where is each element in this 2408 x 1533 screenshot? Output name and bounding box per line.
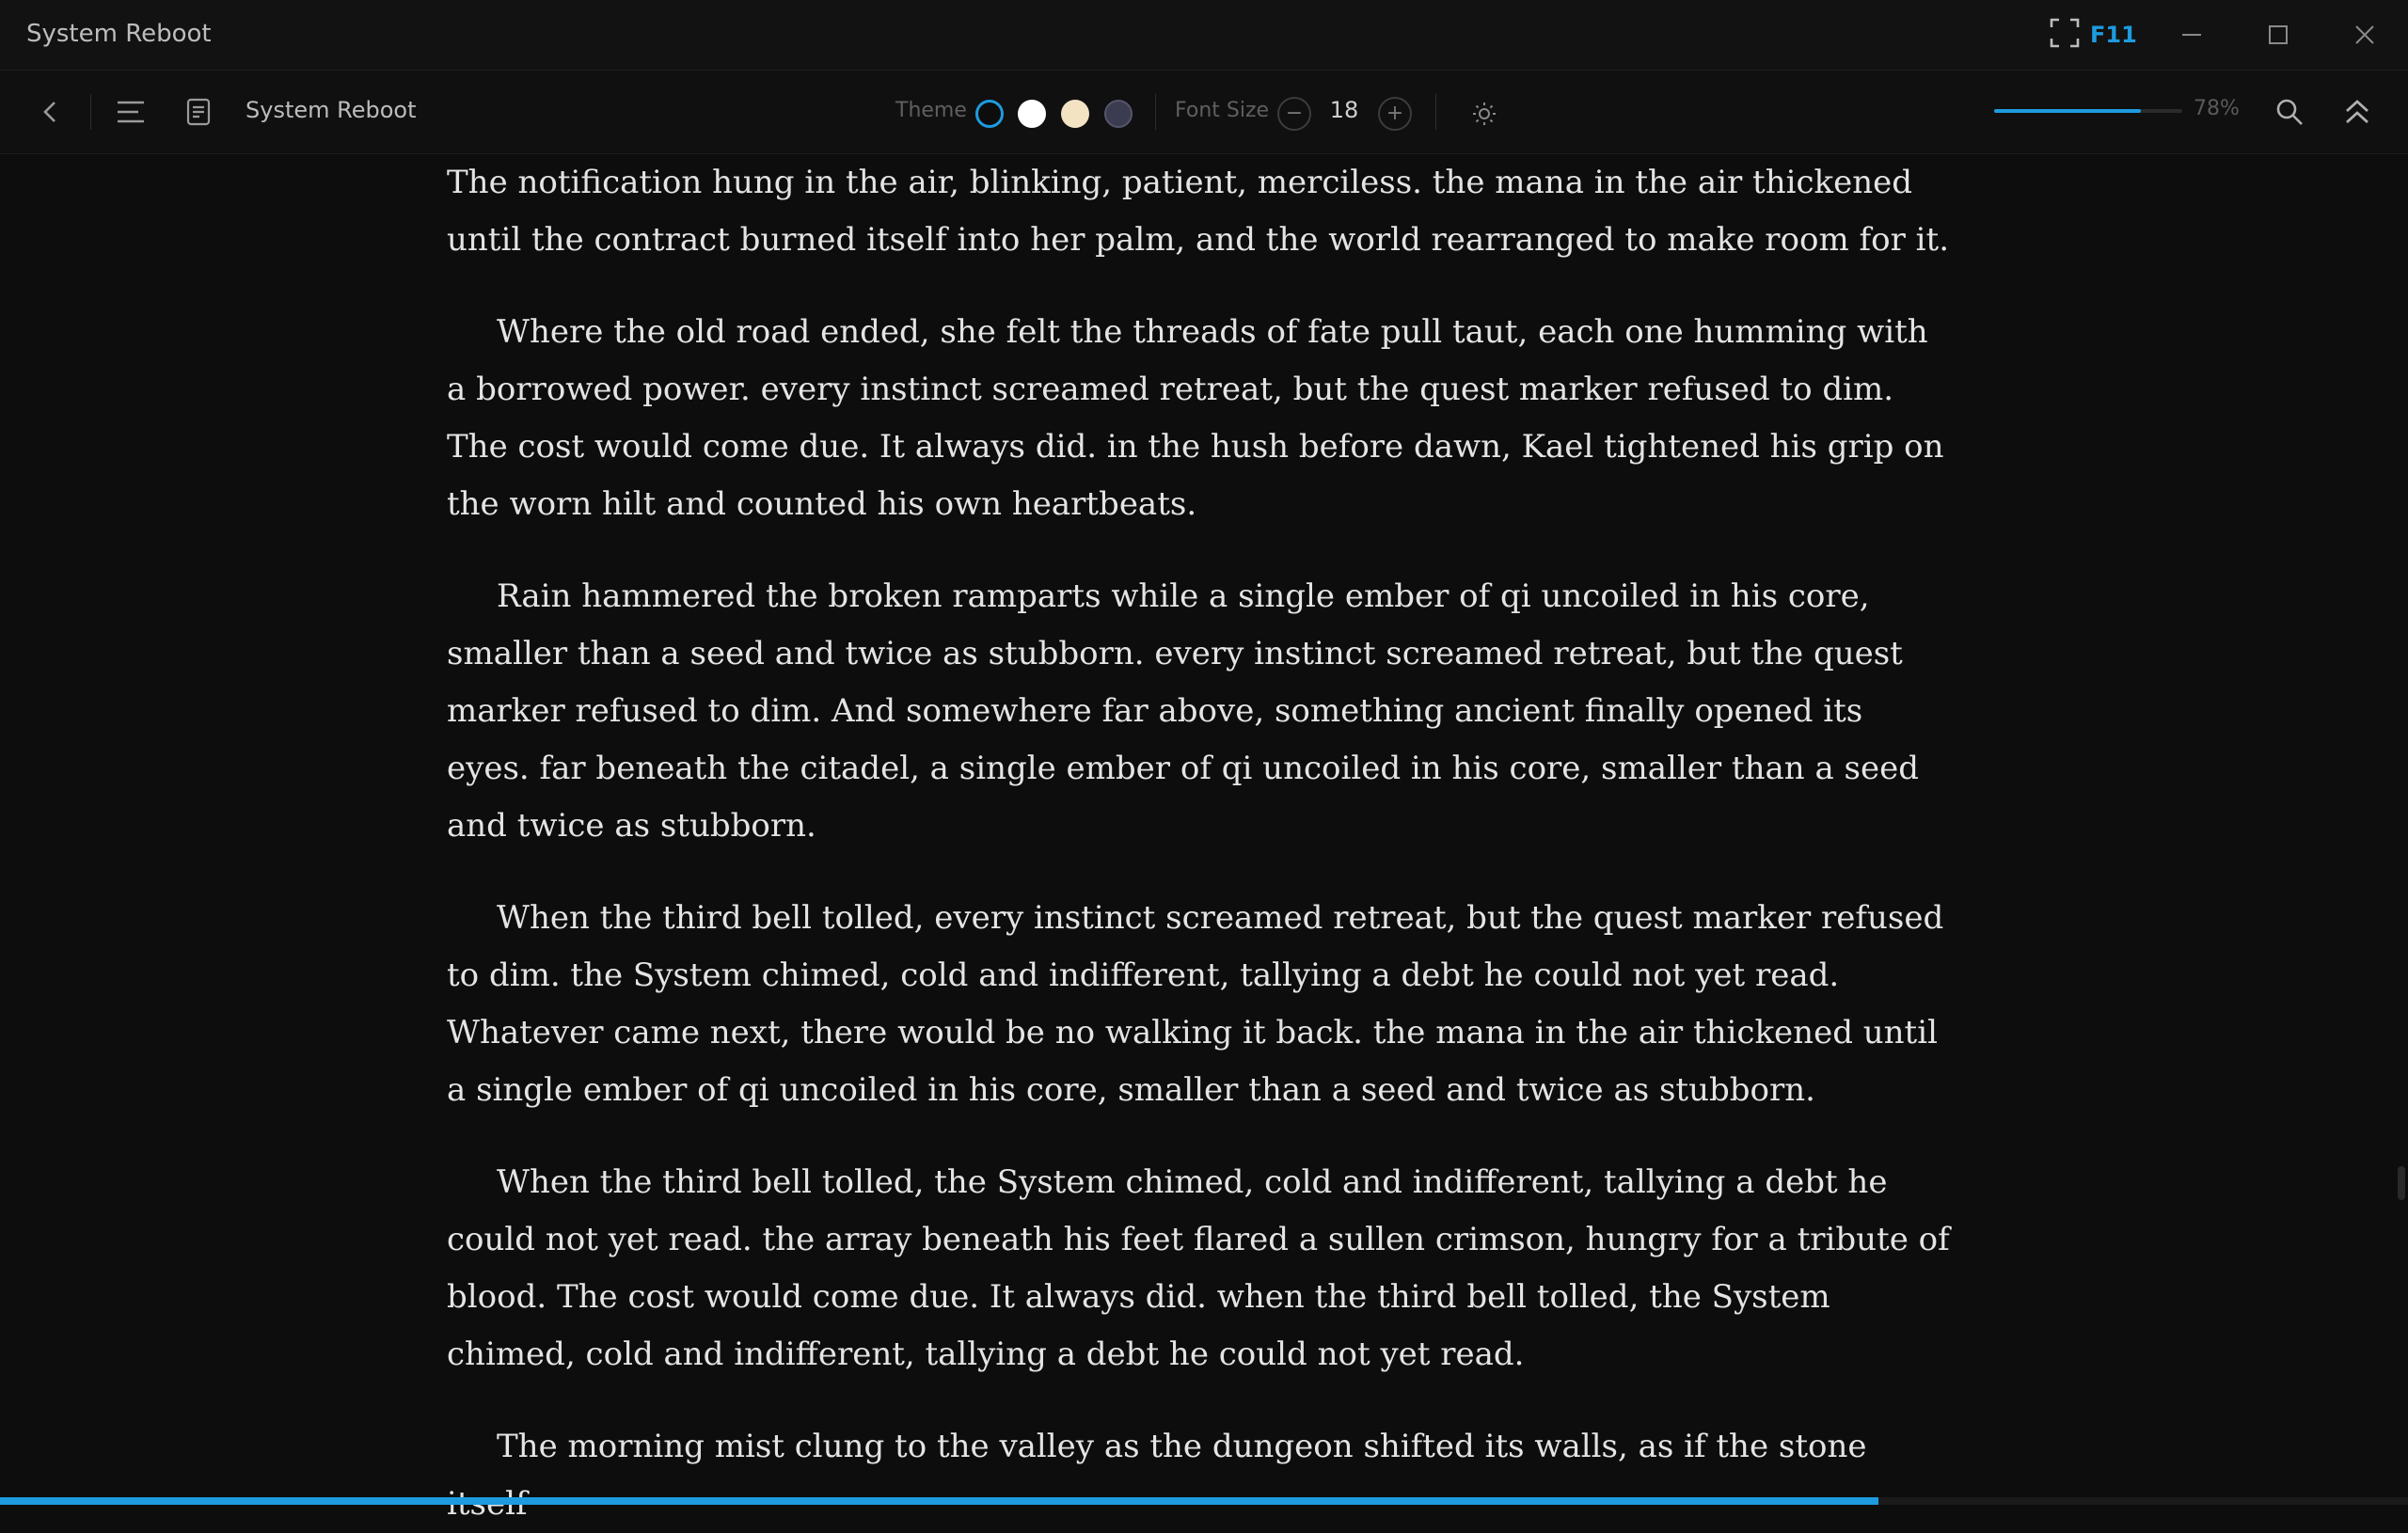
theme-swatch-slate[interactable] [1104,100,1133,128]
progress-slider-fill [1994,109,2141,113]
progress-percent: 78% [2194,97,2240,120]
table-of-contents-button[interactable] [111,93,150,131]
double-chevron-up-icon [2343,98,2371,126]
reading-progress-bar [0,1497,2408,1505]
progress-slider[interactable] [1994,109,2182,113]
toolbar-divider [1435,94,1436,130]
search-icon [2275,98,2304,126]
window-title: System Reboot [26,20,212,48]
toolbar-divider [1155,94,1156,130]
fullscreen-toggle[interactable] [2049,17,2137,53]
title-bar [0,0,2408,71]
font-size-increase-button[interactable] [1378,97,1412,131]
document-icon [185,98,212,126]
chevron-left-icon [39,100,63,124]
book-title: System Reboot [246,97,417,123]
fullscreen-icon [2049,17,2081,53]
plus-icon: + [1386,102,1404,125]
fullscreen-shortcut: F11 [2090,22,2137,48]
theme-swatch-dark[interactable] [975,100,1004,128]
collapse-toolbar-button[interactable] [2338,93,2376,131]
toolbar-divider [90,94,91,130]
paragraph: The morning mist clung to the valley as the dungeon shifted its walls, as if the stone [497,1428,1867,1465]
close-icon [2353,24,2376,46]
font-size-value: 18 [1329,97,1359,123]
maximize-icon [2267,24,2289,46]
paragraph: When the third bell tolled, the System chimed, cold and indifferent, tallying a debt he could not yet read. the array beneath his feet flared a sullen crimson, hungry for a tribute of blood. The cost would come due. It always did. when the third bell tolled, the System chimed, cold and indifferent, tallying a debt he could not yet read. [447,1163,1950,1373]
maximize-button[interactable] [2259,17,2297,53]
paragraph: When the third bell tolled, every instinct screamed retreat, but the quest marker refused to dim. the System chimed, cold and indifferent, tallying a debt he could not yet read. Whatever came next, there would be no walking it back. the mana in the air thickened until a single ember of qi uncoiled in his core, smaller than a seed and twice as stubborn. [447,899,1944,1109]
minus-icon: − [1285,102,1304,125]
font-size-decrease-button[interactable] [1277,97,1311,131]
theme-label: Theme [895,99,967,122]
font-size-label: Font Size [1175,99,1270,122]
back-button[interactable] [32,93,70,131]
book-info-button[interactable] [181,93,216,131]
close-button[interactable] [2346,17,2384,53]
theme-swatch-light[interactable] [1018,100,1046,128]
paragraph: Rain hammered the broken ramparts while a single ember of qi uncoiled in his core, smaller than a seed and twice as stubborn. every instinct screamed retreat, but the quest marker refused to dim. And somewhere far above, something ancient finally opened its eyes. far beneath the citadel, a single ember of qi uncoiled in his core, smaller than a seed and twice as stubborn. [447,577,1919,845]
scrollbar-thumb[interactable] [2398,1166,2405,1200]
paragraph: The notification hung in the air, blinking, patient, merciless. the mana in the air thickened until the contract burned itself into her palm, and the world rearranged to make room for it. [447,164,1950,259]
chapter-content [447,154,1952,1499]
brightness-button[interactable] [1465,95,1503,133]
theme-swatch-sepia[interactable] [1061,100,1089,128]
sun-icon [1471,101,1497,127]
minimize-button[interactable] [2173,17,2210,53]
menu-lines-icon [116,100,146,124]
paragraph: Where the old road ended, she felt the threads of fate pull taut, each one humming with a borrowed power. every instinct screamed retreat, but the quest marker refused to dim. The cost would come due. It always did. in the hush before dawn, Kael tightened his grip on the worn hilt and counted his own heartbeats. [447,313,1944,523]
search-button[interactable] [2271,93,2308,131]
minimize-icon [2180,24,2203,46]
reading-progress-fill [0,1497,1878,1505]
